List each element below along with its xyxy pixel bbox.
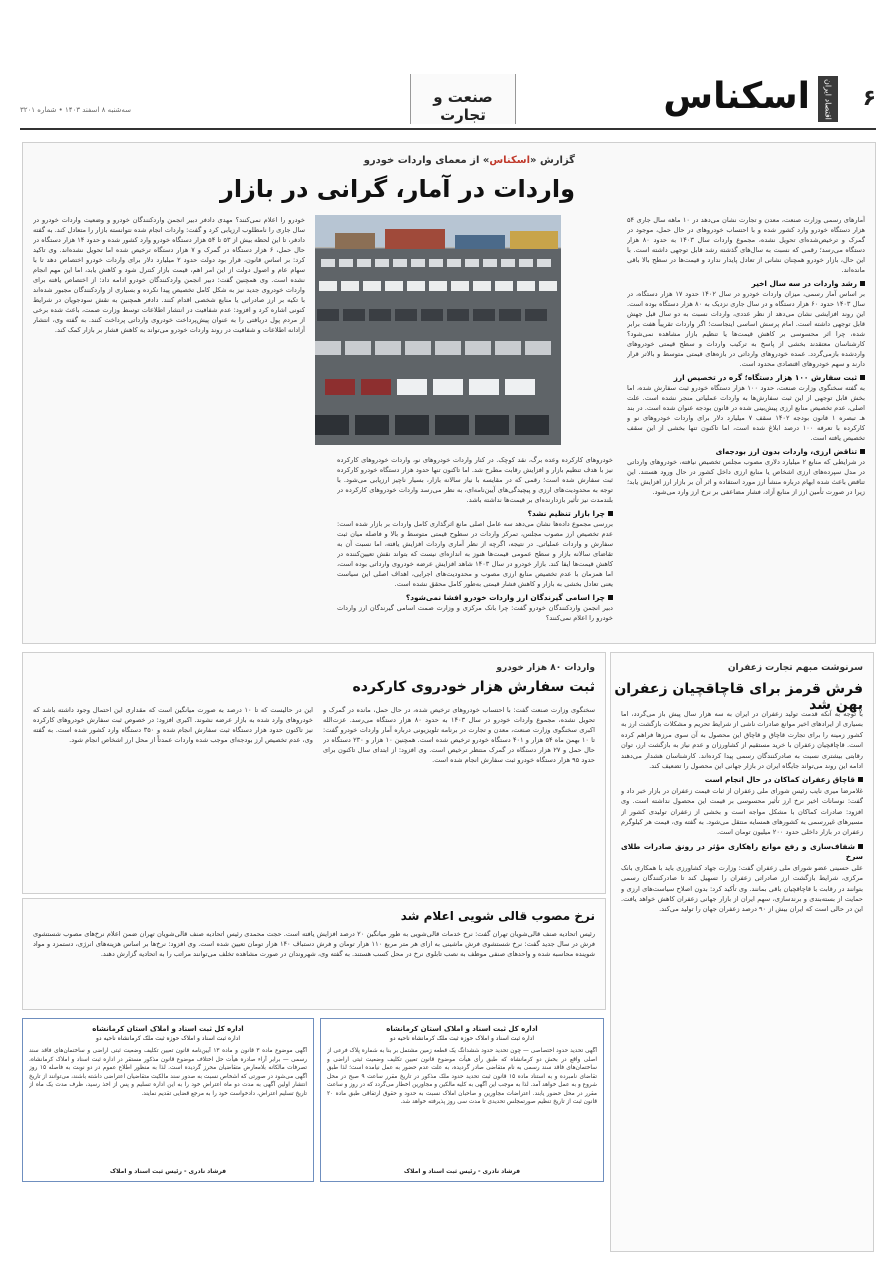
- paragraph-used-cars: خودروهای کارکرده وعده برگ، نقد کوچک. در کنار واردات خودروهای نو، واردات خودروهای کارکرده نیز با هدف تنظیم بازار و افزایش رقابت مطرح شد. اما تاکنون تنها حدود هزار دستگاه خودرو کارکرده ثبت سفارش شده است؛ رقمی که در مقایسه با نیاز سالانه بازار، بسیار ناچیز ارزیابی می‌شود. با توجه به محدودیت‌های ارزی و پیچیدگی‌های آیین‌نامه‌ای، به نظر می‌رسد واردات خودروهای کارکرده در بلندمدت نیز تأثیر بازدارنده‌ای بر قیمت‌ها نداشته باشد.: [337, 456, 613, 504]
- newspaper-logo: اسکناس: [663, 76, 810, 117]
- saffron-paragraph-1: با توجه به آنکه قدمت تولید زعفران در ایران به سه هزار سال پیش باز می‌گردد، اما بسیاری از ایرادهای اخیر موانع صادرات ناشی از شرایط تحریم و مشکلات بازگشت ارز به کشور زمینه را برای تجارت قاچاق و قاچاق این محصول به آن سوی مرزها فراهم کرده است. قاچاقچیان زعفران با خرید مستقیم از کشاورزان و عدم نیاز به بازگشت ارز، توان رقابتی بیشتری نسبت به صادرکنندگان رسمی پیدا کرده‌اند. کارشناسان هشدار می‌دهند ادامه این روند می‌تواند جایگاه ایران در بازار جهانی این محصول را تضعیف کند.: [621, 710, 863, 771]
- bullet-square-icon: [608, 595, 613, 600]
- section-title: صنعت و تجارت: [433, 88, 493, 124]
- saffron-paragraph-3: علی حسینی عضو شورای ملی زعفران گفت: وزارت جهاد کشاورزی باید با همکاری بانک مرکزی، شرایط بازگشت ارز صادراتی زعفران را تسهیل کند تا صادرکنندگان رسمی بتوانند در رقابت با قاچاقچیان باقی بمانند. وی تأکید کرد: بدون اصلاح سیاست‌های ارزی و حمایت از بسته‌بندی و برندسازی، سهم ایران از بازار جهانی زعفران کاهش خواهد یافت. این در حالی است که ایران بیش از ۹۰ درصد زعفران جهان را تولید می‌کند.: [621, 863, 863, 914]
- top-story: [22, 142, 876, 644]
- story-photo: [315, 215, 561, 445]
- paragraph-dadfar: خودرو را اعلام نمی‌کنند؟ مهدی دادفر دبیر انجمن واردکنندگان خودرو و وضعیت واردات خودرو در سال جاری را نامطلوب ارزیابی کرد و گفت: واردات انجام شده نتوانسته بازار را متعادل کند. به گفته دادفر، تا این لحظه بیش از ۵۳ تا ۵۴ هزار دستگاه خودرو وارد کشور شده و حدود ۱۴ هزار دستگاه در حال حمل، ۶ هزار دستگاه در گمرک و ۷ هزار دستگاه ترخیص شده اما تحویل نشده‌اند. وی تاکید کرد: بر اساس قانون، قرار بود دولت حدود ۲ میلیارد دلار برای واردات خودرو اختصاص دهد تا با سهام عام و اصول دولت از این امر اهم، قیمت بازار کنترل شود و کاهش یابد، اما این مهم انجام نشده است. وی همچنین گفت: دبیر انجمن واردکنندگان خودرو ادامه داد: از اختصاص یافته برای واردات خودروی جدید نیز به شکل کامل تخصیص پیدا نکرده و بسیاری از واردکنندگان مجبور شده‌اند با تکیه بر ارز صادراتی یا منابع شخصی اقدام کنند. دادفر همچنین به نقش سودجویان در شرایط کنونی اشاره کرد و افزود: عدم شفافیت در انتشار اطلاعات توسط وزارت صمت، باعث شده برخی از مردم پول دریافتی را به عنوان پیش‌پرداخت خودروی وارداتی پرداخت کنند. به گفته وی، انتشار آزادانه اطلاعات و شفافیت در روند واردات خودرو می‌تواند به کاهش فشار بر بازار کمک کند.: [33, 216, 305, 334]
- carpet-wash-paragraph: رئیس اتحادیه صنف قالی‌شویان تهران گفت: نرخ خدمات قالی‌شویی به طور میانگین ۲۰ درصد افزایش یافته است. حجت محمدی رئیس اتحادیه صنف قالی‌شویان تهران ضمن اعلام نرخ‌های مصوب شستشوی فرش در سال جدید گفت: نرخ شستشوی فرش ماشینی به ازای هر متر مربع ۱۱۰ هزار تومان و فرش دستباف ۱۴۰ هزار تومان تعیین شده است. وی افزود: نرخ‌ها بر اساس هزینه‌های انرژی، دستمزد و مواد شوینده محاسبه شده و واحدهای صنفی موظف به نصب تابلوی نرخ در محل کسب هستند. به گفته وی، شهروندان در صورت مشاهده تخلف می‌توانند مراتب را به اتحادیه گزارش دهند.: [33, 930, 595, 958]
- orders-kicker: واردات ۸۰ هزار خودرو: [496, 663, 595, 673]
- story-column-right: [627, 215, 865, 635]
- subhead-orders: ثبت سفارش ۱۰۰ هزار دستگاه؛ گره در تخصیص ارز: [627, 373, 865, 383]
- subhead-market: چرا بازار تنظیم نشد؟: [337, 509, 613, 519]
- saffron-article: [610, 652, 874, 1252]
- bullet-square-icon: [858, 844, 863, 849]
- orders-paragraph-2: این در حالیست که تا ۱۰ درصد به صورت میانگین است که مقداری این احتمال وجود داشته باشد که خودروهای وارد شده به بازار عرضه نشوند. اکبری افزود: در خصوص ثبت سفارش خودروهای کارکرده نیز تاکنون حدود هزار دستگاه ثبت سفارش انجام شده و ۳۵۰ دستگاه وارد کشور شده است. به گفته وی، عدم تخصیص ارز بودجه‌ای موجب شده واردات عمدتاً از محل ارز اشخاص انجام شود.: [33, 706, 313, 744]
- bullet-square-icon: [860, 449, 865, 454]
- saffron-headline: فرش قرمز برای قاچاقچیان زعفران پهن شد: [614, 681, 863, 713]
- registry-ad-left: [22, 1018, 314, 1182]
- paragraph-orders: به گفته سخنگوی وزارت صنعت، حدود ۱۰۰ هزار دستگاه خودرو ثبت سفارش شده، اما بخش قابل توجهی از این ثبت سفارش‌ها به واردات عملیاتی منجر نشده است. علت اصلی، عدم تخصیص منابع ارزی پیش‌بینی شده در قانون بودجه عنوان شده است. در بند هـ تبصره ۱ قانون بودجه ۱۴۰۲ سقف ۷ میلیارد دلار برای واردات خودروهای نو و کارکرده با تعرفه ۱۰۰ درصد ابلاغ شده است، اما تاکنون تنها بخشی از این سقف تخصیص یافته است.: [627, 384, 865, 442]
- ad-body: آگهی موضوع ماده ۳ قانون و ماده ۱۳ آیین‌نامه قانون تعیین تکلیف وضعیت ثبتی اراضی و ساختمان‌های فاقد سند رسمی — برابر آراء صادره هیأت حل اختلاف موضوع قانون مذکور مستقر در اداره ثبت اسناد و املاک کرمانشاه، تصرفات مالکانه بلامعارض متقاضیان محرز گردیده است. لذا به منظور اطلاع عموم در دو نوبت به فاصله ۱۵ روز آگهی می‌شود در صورتی که اشخاص نسبت به صدور سند مالکیت متقاضیان اعتراضی داشته باشند، می‌توانند از تاریخ انتشار اولین آگهی به مدت دو ماه اعتراض خود را به این اداره تسلیم و پس از اخذ رسید، ظرف مدت یک ماه از تاریخ تسلیم اعتراض، دادخواست خود را به مرجع قضایی تقدیم نمایند.: [29, 1048, 307, 1097]
- section-box: [410, 74, 516, 124]
- bullet-square-icon: [608, 511, 613, 516]
- page-header: [20, 70, 876, 130]
- carpet-wash-headline: نرخ مصوب قالی شویی اعلام شد: [400, 909, 595, 923]
- ad-body: آگهی تحدید حدود اختصاصی — چون تحدید حدود ششدانگ یک قطعه زمین مشتمل بر بنا به شماره پلاک فرعی از اصلی واقع در بخش دو کرمانشاه که طبق رأی هیأت موضوع قانون تعیین تکلیف وضعیت ثبتی اراضی و ساختمان‌های فاقد سند رسمی به نام متقاضی صادر گردیده، به علت عدم حضور به عمل نیامده است؛ لذا طبق تقاضای نامبرده و به استناد ماده ۱۵ قانون ثبت تحدید حدود ملک مذکور در تاریخ مقرر ساعت ۹ صبح در محل شروع و به عمل خواهد آمد. لذا به موجب این آگهی به کلیه مالکین و مجاورین اخطار می‌گردد که در روز و ساعت مقرر در محل حضور یابند. اعتراضات مجاورین و صاحبان املاک نسبت به حدود و حقوق ارتفاقی طبق ماده ۲۰ قانون ثبت از تاریخ تنظیم صورتمجلس تحدیدی تا مدت سی روز پذیرفته خواهد شد.: [327, 1048, 597, 1105]
- kicker-brand: اسکناس: [489, 155, 531, 166]
- story-column-middle: [337, 455, 613, 635]
- story-intro: آمارهای رسمی وزارت صنعت، معدن و تجارت نشان می‌دهد در ۱۰ ماهه سال جاری ۵۴ هزار دستگاه خودرو وارد کشور شده و با احتساب خودروهای در حال حمل، موجود در گمرک و ترخیص‌شده‌ای تحویل نشده، مجموع واردات سال ۱۴۰۳ به حدود ۸۰ هزار دستگاه می‌رسد؛ رقمی که نسبت به سال‌های گذشته رشد قابل توجهی داشته است. با این حال، بازار خودرو همچنان نشانی از تعادل پایدار ندارد و قیمت‌ها در سطح بالا باقی مانده‌اند.: [627, 216, 865, 274]
- orders-paragraph-1: سخنگوی وزارت صنعت گفت: با احتساب خودروهای ترخیص شده، در حال حمل، مانده در گمرک و تحویل نشده، مجموع واردات خودرو در سال ۱۴۰۳ به حدود ۸۰ هزار دستگاه می‌رسد. عزت‌الله اکبری سخنگوی وزارت صنعت، معدن و تجارت در برنامه تلویزیونی درباره آمار واردات خودرو گفت: تا ۱۰ بهمن ماه ۵۴ هزار و ۴۰۱ دستگاه خودرو ترخیص شده است. همچنین ۱۰ هزار و ۲۳۰ دستگاه در حال حمل و ۲۷ هزار دستگاه در گمرک منتظر ترخیص است. وی افزود: از ابتدای سال تاکنون برای حدود ۹۵ هزار دستگاه خودرو ثبت سفارش انجام شده است.: [323, 706, 595, 764]
- ad-subtitle: اداره ثبت اسناد و املاک حوزه ثبت ملک کرمانشاه ناحیه دو: [389, 1035, 535, 1042]
- saffron-paragraph-2: غلامرضا میری نایب رئیس شورای ملی زعفران از ثبات قیمت زعفران در بازار خبر داد و گفت: نوسانات اخیر نرخ ارز تأثیر محسوسی بر قیمت این محصول نداشته است. وی افزود: صادرات کماکان با مشکل مواجه است و بخشی از زعفران تولیدی کشور از مسیرهای غیررسمی به کشورهای همسایه منتقل می‌شود. به گفته وی، قیمت هر کیلوگرم زعفران در بازار داخلی حدود ۲۰۰ میلیون تومان است.: [621, 786, 863, 837]
- paragraph-names: دبیر انجمن واردکنندگان خودرو گفت: چرا بانک مرکزی و وزارت صمت اسامی گیرندگان ارز واردات خودرو را اعلام نمی‌کنند؟: [337, 604, 613, 622]
- carpet-wash-body: [33, 929, 595, 1003]
- saffron-subhead-2: شفاف‌سازی و رفع موانع راهکاری مؤثر در رونق صادرات طلای سرخ: [621, 841, 863, 862]
- registry-ad-right: [320, 1018, 604, 1182]
- ad-footer: فرشاد نادری - رئیس ثبت اسناد و املاک: [403, 1168, 521, 1175]
- page-number: ۶: [862, 86, 876, 111]
- subhead-growth: رشد واردات در سه سال اخیر: [627, 279, 865, 289]
- saffron-body: [621, 709, 863, 1243]
- saffron-kicker: سرنوشت مبهم تجارت زعفران: [727, 663, 863, 673]
- bullet-square-icon: [860, 281, 865, 286]
- saffron-subhead-1: قاچاق زعفران کماکان در حال انجام است: [621, 775, 863, 785]
- ad-subtitle: اداره ثبت اسناد و املاک حوزه ثبت ملک کرمانشاه ناحیه دو: [95, 1035, 241, 1042]
- orders-column-left: [33, 705, 313, 885]
- paragraph-market: بررسی مجموع داده‌ها نشان می‌دهد سه عامل اصلی مانع اثرگذاری کامل واردات بر بازار شده است: عدم تخصیص ارز مصوب مجلس، تمرکز واردات در سطوح قیمتی متوسط و بالا و فاصله میان ثبت سفارش و واردات عملیاتی. در نتیجه، اگرچه از نظر آماری واردات افزایش یافته، اما نسبت آن به تقاضای سالانه بازار و سطح عمومی قیمت‌ها هنوز به اندازه‌ای نیست که بتواند نقش تعیین‌کننده در کاهش قیمت‌ها ایفا کند. بازار خودرو در سال ۱۴۰۳ شاهد افزایش عرضه خودروی وارداتی بوده است، اما همزمان با عدم تخصیص منابع ارزی مصوب و محدودیت‌های اجرایی، اهداف اصلی این سیاست یعنی تعادل بخشی به بازار و کاهش فشار قیمتی به‌طور کامل محقق نشده است.: [337, 520, 613, 588]
- kicker-suffix: » از معمای واردات خودرو: [363, 155, 490, 166]
- orders-headline: ثبت سفارش هزار خودروی کارکرده: [352, 679, 595, 695]
- orders-column-right: [323, 705, 595, 885]
- car-orders-article: [22, 652, 606, 894]
- ad-title: اداره کل ثبت اسناد و املاک استان کرمانشاه: [92, 1025, 244, 1033]
- bullet-square-icon: [860, 375, 865, 380]
- subhead-names: چرا اسامی گیرندگان ارز واردات خودرو افشا نمی‌شود؟: [337, 593, 613, 603]
- vertical-tag: اقتصاد ایران: [818, 76, 838, 122]
- story-headline: واردات در آمار، گرانی در بازار: [220, 175, 575, 203]
- story-column-left: [33, 215, 305, 635]
- paragraph-growth: بر اساس آمار رسمی، میزان واردات خودرو در سال ۱۴۰۲ حدود ۱۷ هزار دستگاه، در سال ۱۴۰۳ حدود ۶۰ هزار دستگاه و در سال جاری نزدیک به ۸۰ هزار دستگاه بوده است. این روند افزایشی نشان می‌دهد از نظر عددی، واردات نسبت به دو سال قبل جهش قابل توجهی داشته است. امام پرسش اساسی اینجاست؛ اگر واردات تقریباً هفت برابر شده، چرا اثر محسوسی بر کاهش قیمت‌ها یا تنظیم بازار مشاهده نمی‌شود؟ کارشناسان معتقدند بخشی از پاسخ به ترکیب واردات و سطح قیمتی خودروهای واردشده بازمی‌گردد. عمده خودروهای وارداتی در بازه‌های قیمتی متوسط و بالاتر قرار دارند و سهم خودروهای اقتصادی محدود است.: [627, 290, 865, 368]
- bullet-square-icon: [858, 777, 863, 782]
- carpet-wash-article: [22, 898, 606, 1010]
- car-lot-illustration: [315, 215, 561, 445]
- subhead-currency: تناقض ارزی، واردات بدون ارز بودجه‌ای: [627, 447, 865, 457]
- paragraph-currency: در شرایطی که منابع ۲ میلیارد دلاری مصوب مجلس تخصیص نیافته، خودروهای وارداتی در مدل سپرده‌های ارزی اشخاص یا منابع ارزی داخل کشور در حال ورود هستند. این تناقض باعث شده ابهام درباره منشأ ارز مورد استفاده و اثر آن بر بازار ارز افزایش یابد؛ زیرا در صورت تأمین ارز از منابع آزاد، فشار مضاعفی بر نرخ ارز وارد می‌شود.: [627, 458, 865, 496]
- ad-title: اداره کل ثبت اسناد و املاک استان کرمانشاه: [386, 1025, 538, 1033]
- ad-footer: فرشاد نادری - رئیس ثبت اسناد و املاک: [109, 1168, 227, 1175]
- dateline: سه‌شنبه ۸ اسفند ۱۴۰۳ • شماره ۳۲۰۱: [20, 106, 132, 114]
- kicker-prefix: گزارش «: [530, 155, 575, 166]
- story-kicker: [364, 155, 575, 166]
